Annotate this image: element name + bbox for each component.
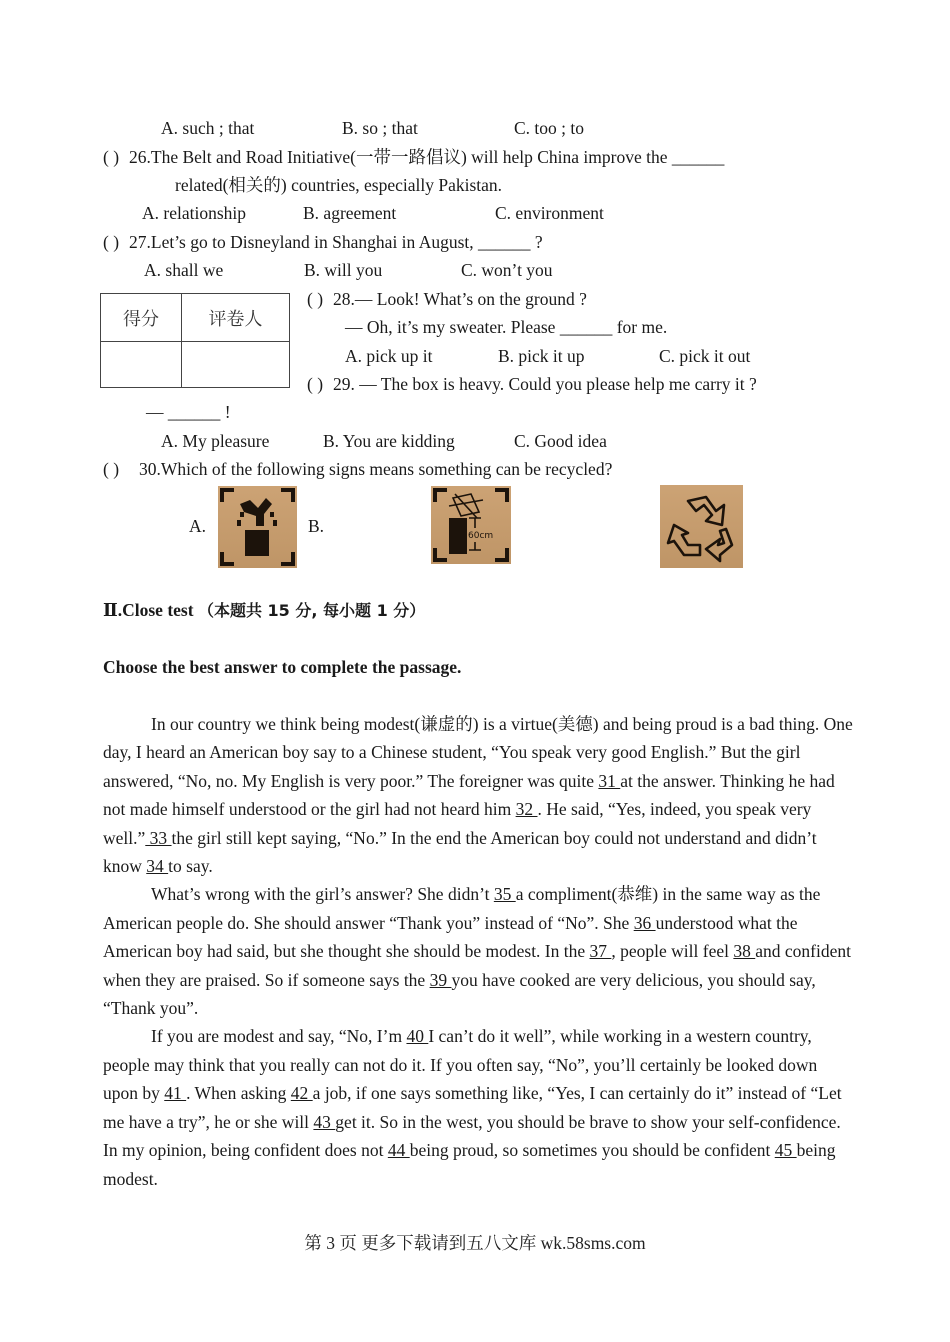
q28-option-b: B. pick it up <box>498 346 585 366</box>
q28-stem: 28.— Look! What’s on the ground ? <box>333 289 587 309</box>
section-heading <box>103 600 425 621</box>
q28-stem-cont: — Oh, it’s my sweater. Please ______ for me. <box>345 317 668 337</box>
q27-option-c: C. won’t you <box>461 260 553 280</box>
q28-answer-paren[interactable]: ( ) <box>307 289 324 309</box>
q27-option-a: A. shall we <box>144 260 224 280</box>
blank-41[interactable]: 41 <box>164 1083 187 1104</box>
q26-option-b: B. agreement <box>303 203 397 223</box>
q30-answer-paren[interactable]: ( ) <box>103 459 120 479</box>
q26-option-a: A. relationship <box>142 203 247 223</box>
passage-paragraph-3: If you are modest and say, “No, I’m 40 I can’t do it well”, while working in a western country, people may think that you really can not do it. If you often say, “No”, you’ll certainly be looked down upon by 41 . When asking 42 a job, if one says something like, “Yes, I can certainly do it” instead of “Let me have a try”, he or she will 43 get it. So in the west, you should be brave to show your self-confidence. In my opinion, being confident does not 44 being proud, so sometimes you should be confident 45 being modest. <box>103 1026 842 1189</box>
blank-40[interactable]: 40 <box>406 1026 429 1047</box>
q29-answer-paren[interactable]: ( ) <box>307 374 324 394</box>
section-title: Ⅱ.Close test <box>103 600 194 620</box>
passage-paragraph-2: What’s wrong with the girl’s answer? She didn’t 35 a compliment(恭维) in the same way as the American people do. She should answer “Thank you” instead of “No”. She 36 understood what the American boy had said, but she thought she should be modest. In the 37 , people will feel 38 and confident when they are praised. So if someone says the 39 you have cooked are very delicious, you should say, “Thank you”. <box>103 884 851 1019</box>
score-box <box>100 293 290 388</box>
q30-stem: 30.Which of the following signs means something can be recycled? <box>139 459 613 479</box>
blank-45[interactable]: 45 <box>774 1140 797 1161</box>
recycle-sign-icon <box>660 485 743 568</box>
q26-stem: 26.The Belt and Road Initiative(一带一路倡议) will help China improve the ______ <box>129 147 725 167</box>
q26-option-c: C. environment <box>495 203 604 223</box>
q25-option-a: A. such ; that <box>161 118 255 138</box>
q26-answer-paren[interactable]: ( ) <box>103 147 120 167</box>
blank-38[interactable]: 38 <box>733 941 756 962</box>
q26-stem-cont: related(相关的) countries, especially Pakistan. <box>175 175 503 195</box>
q25-option-c: C. too ; to <box>514 118 585 138</box>
q30-label-a: A. <box>189 516 207 536</box>
score-header: 得分 <box>101 294 182 342</box>
blank-31[interactable]: 31 <box>598 770 621 791</box>
q25-option-b: B. so ; that <box>342 118 418 138</box>
keep-dry-sign-icon <box>218 486 297 568</box>
q29-option-c: C. Good idea <box>514 431 607 451</box>
grader-cell[interactable] <box>182 342 290 388</box>
instruction: Choose the best answer to complete the passage. <box>103 657 462 677</box>
blank-42[interactable]: 42 <box>290 1083 313 1104</box>
blank-43[interactable]: 43 <box>313 1111 336 1132</box>
section-score-note: （本题共 15 分, 每小题 1 分） <box>197 601 426 620</box>
q28-option-a: A. pick up it <box>345 346 433 366</box>
passage <box>103 710 853 1193</box>
q29-option-b: B. You are kidding <box>323 431 455 451</box>
q29-stem: 29. — The box is heavy. Could you please help me carry it ? <box>333 374 757 394</box>
q30-label-b: B. <box>308 516 325 536</box>
q28-option-c: C. pick it out <box>659 346 751 366</box>
blank-39[interactable]: 39 <box>429 969 452 990</box>
q29-option-a: A. My pleasure <box>161 431 270 451</box>
blank-36[interactable]: 36 <box>633 912 656 933</box>
blank-44[interactable]: 44 <box>387 1140 410 1161</box>
q27-stem: 27.Let’s go to Disneyland in Shanghai in August, ______ ? <box>129 232 543 252</box>
score-cell[interactable] <box>101 342 182 388</box>
stack-height-sign-icon <box>431 486 511 564</box>
q29-stem-cont: — ______ ! <box>146 402 231 422</box>
svg-text:60cm: 60cm <box>468 531 494 541</box>
page-footer: 第 3 页 更多下载请到五八文库 wk.58sms.com <box>304 1233 646 1253</box>
blank-33[interactable]: 33 <box>145 827 172 848</box>
grader-header: 评卷人 <box>182 294 290 342</box>
q27-answer-paren[interactable]: ( ) <box>103 232 120 252</box>
blank-32[interactable]: 32 <box>515 799 538 820</box>
blank-34[interactable]: 34 <box>146 856 169 877</box>
q27-option-b: B. will you <box>304 260 383 280</box>
passage-paragraph-1: In our country we think being modest(谦虚的) is a virtue(美德) and being proud is a bad thing. One day, I heard an American boy say to a Chinese student, “You speak very good English.” But the girl answered, “No, no. My English is very poor.” The foreigner was quite 31 at the answer. Thinking he had not made himself understood or the girl had not heard him 32 . He said, “Yes, indeed, you speak very well.” 33 the girl still kept saying, “No.” In the end the American boy could not understand and didn’t know 34 to say. <box>103 714 853 877</box>
blank-35[interactable]: 35 <box>493 884 516 905</box>
blank-37[interactable]: 37 <box>589 941 612 962</box>
